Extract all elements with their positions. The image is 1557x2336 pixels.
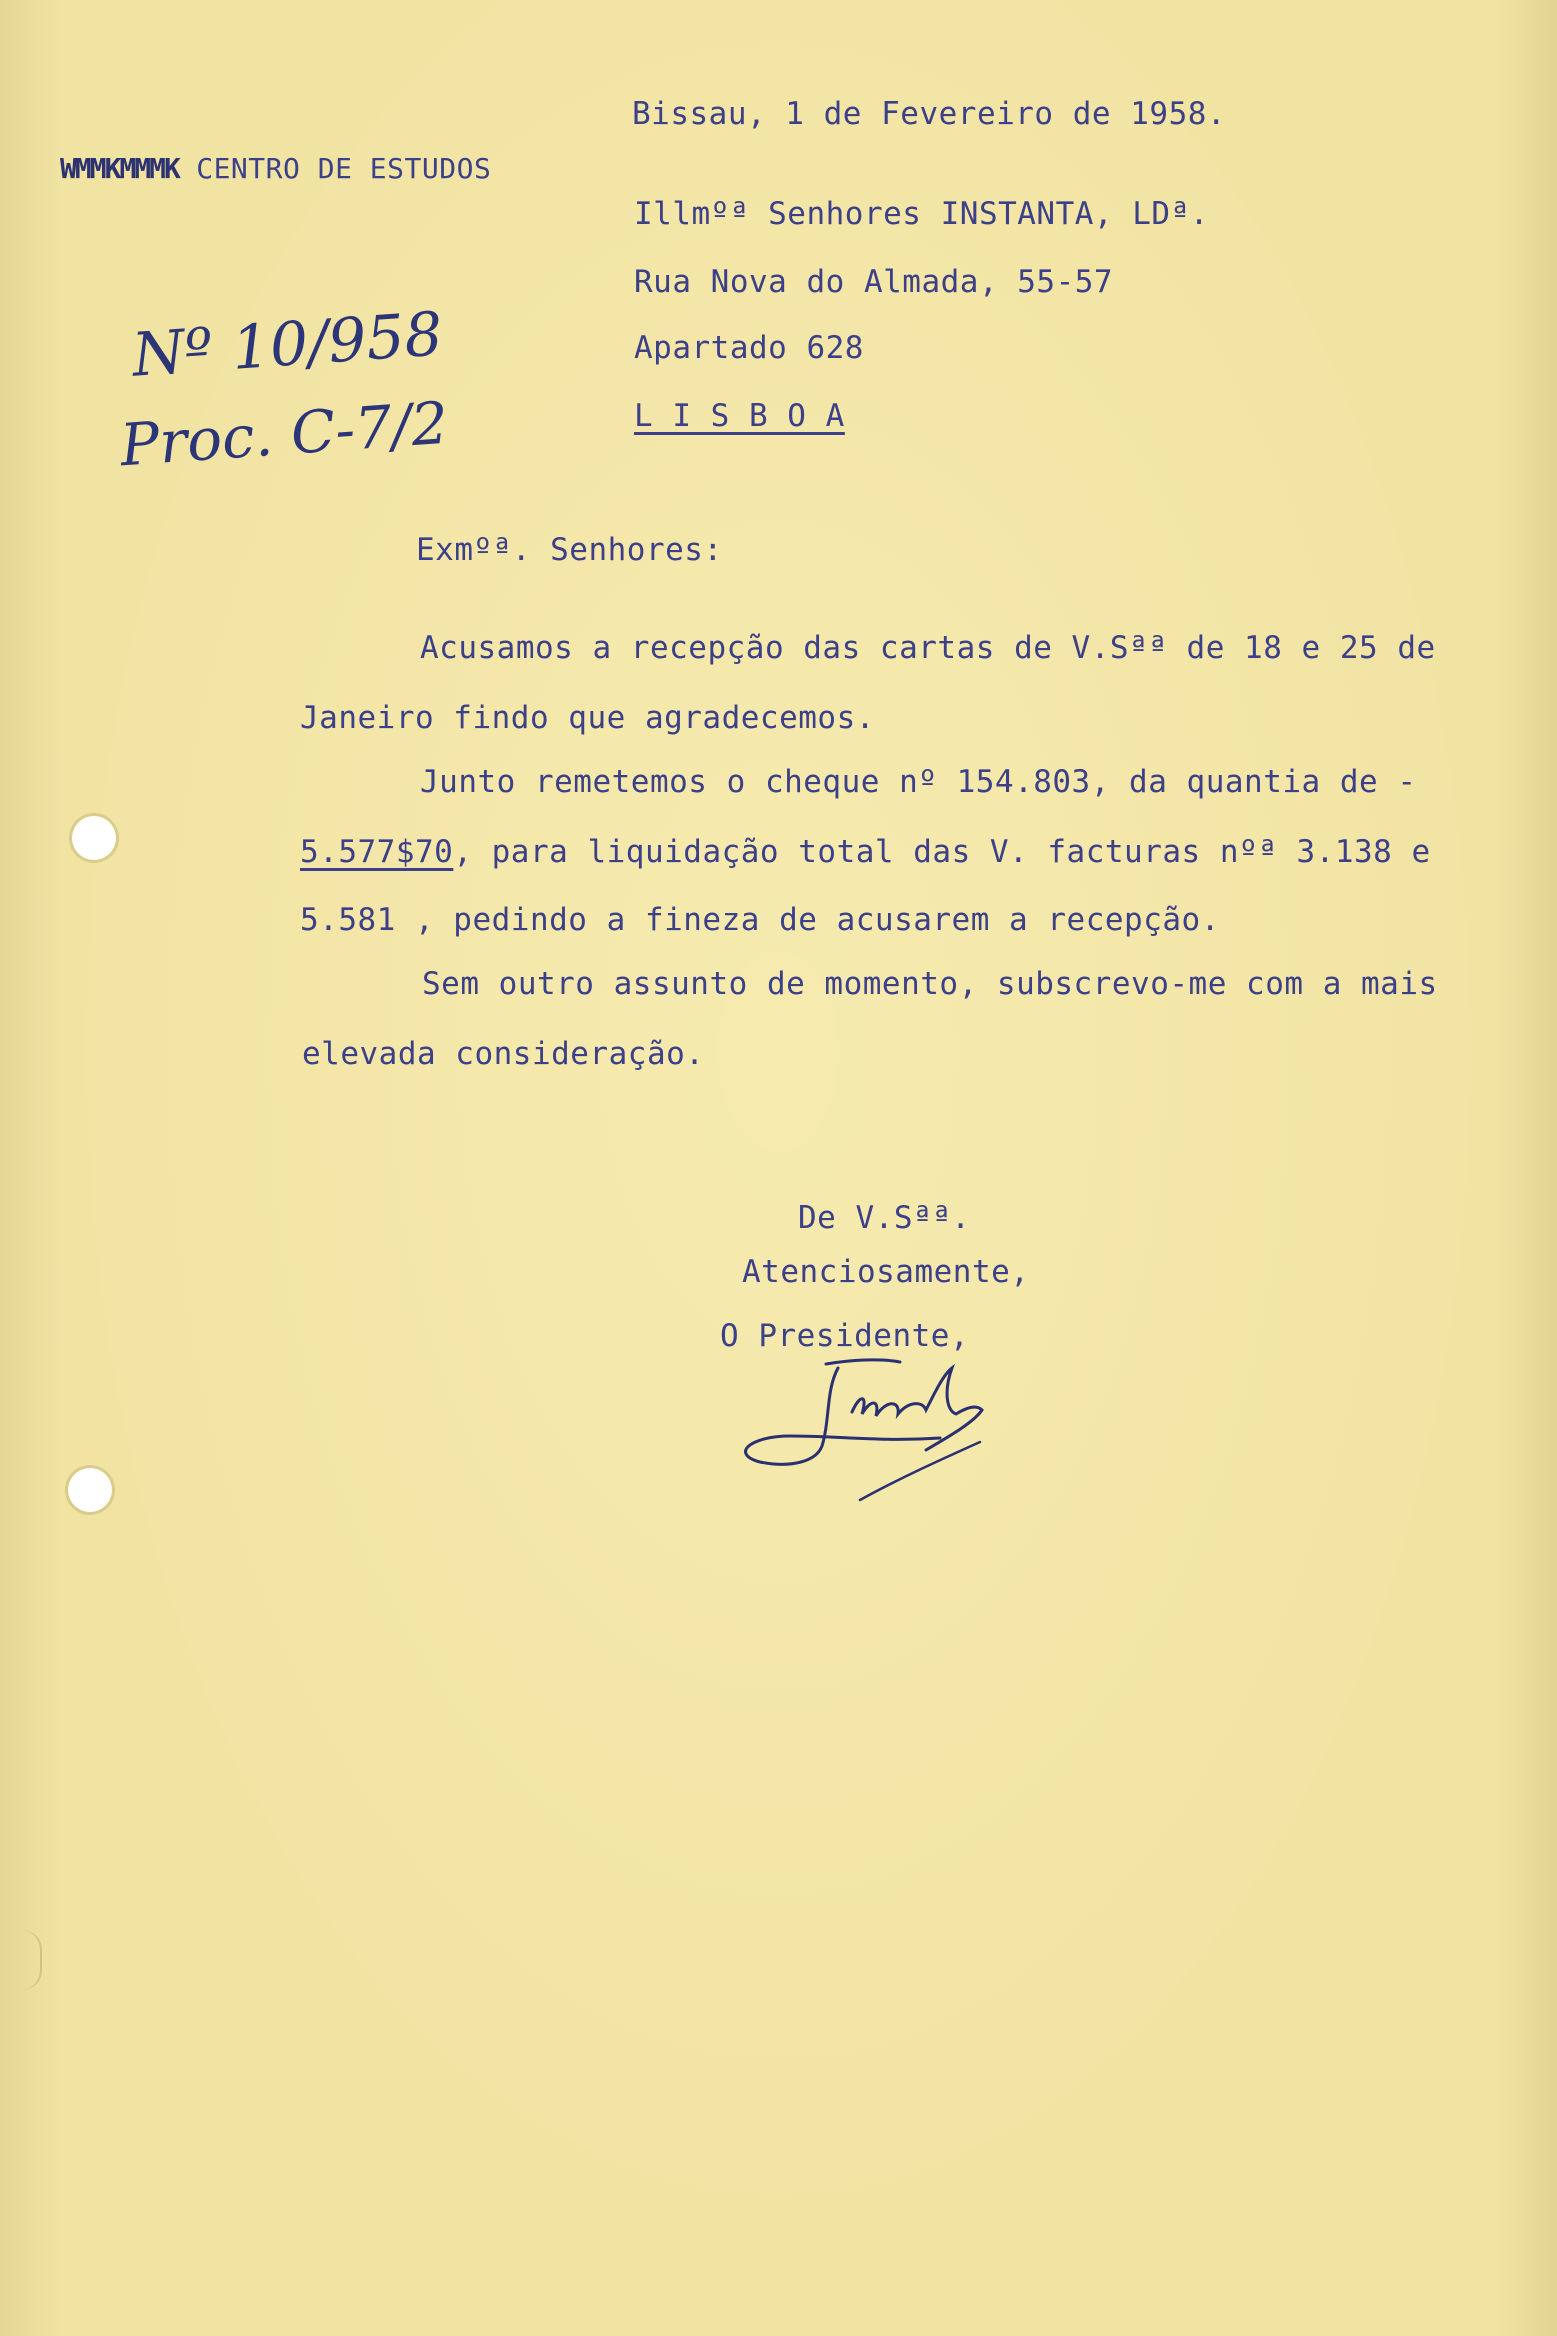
place-date: Bissau, 1 de Fevereiro de 1958. — [632, 96, 1227, 132]
punch-hole-top — [72, 816, 116, 860]
closing-line-1: De V.Sªª. — [798, 1200, 971, 1236]
paragraph-1-line-2: Janeiro findo que agradecemos. — [300, 700, 875, 736]
handwritten-number: Nº 10/958 — [129, 299, 445, 391]
paragraph-2-line-2 — [300, 834, 1431, 870]
sender-strikeout: WMMKMMMK — [60, 152, 179, 185]
sender-name: CENTRO DE ESTUDOS — [196, 152, 492, 185]
torn-edge-mark — [0, 1930, 42, 1990]
greeting: Exmºª. Senhores: — [416, 532, 723, 568]
paragraph-2-line-3: 5.581 , pedindo a fineza de acusarem a recepção. — [300, 902, 1220, 938]
punch-hole-bottom — [68, 1468, 112, 1512]
handwritten-process: Proc. C-7/2 — [118, 388, 451, 480]
closing-line-2: Atenciosamente, — [742, 1254, 1030, 1290]
cheque-amount: 5.577$70 — [300, 834, 454, 870]
sender-line — [60, 152, 491, 185]
recipient-city: L I S B O A — [634, 398, 845, 434]
closing-line-3: O Presidente, — [720, 1318, 970, 1354]
recipient-name: Illmºª Senhores INSTANTA, LDª. — [634, 196, 1209, 232]
paragraph-1-line-1: Acusamos a recepção das cartas de V.Sªª de 18 e 25 de — [420, 630, 1436, 666]
recipient-po-box: Apartado 628 — [634, 330, 864, 366]
recipient-street: Rua Nova do Almada, 55-57 — [634, 264, 1114, 300]
signature — [730, 1350, 1050, 1510]
paragraph-3-line-2: elevada consideração. — [302, 1036, 705, 1072]
paragraph-2-line-2-text: , para liquidação total das V. facturas nºª 3.138 e — [453, 834, 1431, 870]
paragraph-3-line-1: Sem outro assunto de momento, subscrevo-me com a mais — [422, 966, 1438, 1002]
paragraph-2-line-1: Junto remetemos o cheque nº 154.803, da quantia de - — [420, 764, 1417, 800]
